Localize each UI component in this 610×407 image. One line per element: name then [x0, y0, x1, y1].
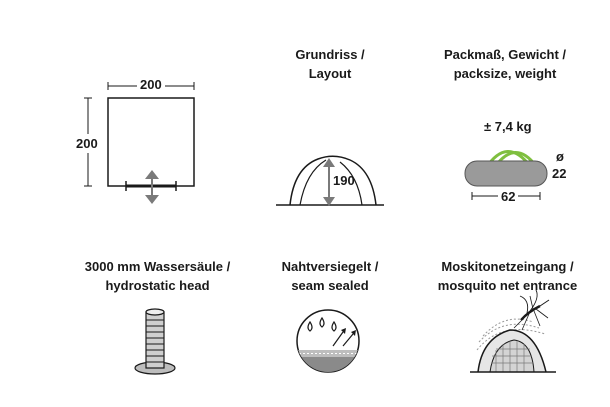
pack-caption-line1: Packmaß, Gewicht / — [443, 47, 567, 62]
layout-caption-line2: Layout — [308, 66, 352, 81]
pack-weight-label: ± 7,4 kg — [484, 119, 532, 134]
tent-height-label: 190 — [333, 173, 355, 188]
pack-caption-line2: packsize, weight — [453, 66, 557, 81]
mosquito-caption-line1: Moskitonetzeingang / — [441, 259, 574, 274]
pack-diameter-label: 22 — [552, 166, 567, 181]
pack-diameter-symbol: ø — [556, 149, 564, 164]
floorplan-depth-label: 200 — [76, 136, 98, 151]
pack-length-label: 62 — [498, 189, 518, 204]
seam-caption-line1: Nahtversiegelt / — [281, 259, 379, 274]
mosquito-caption-line2: mosquito net entrance — [437, 278, 578, 293]
floorplan-width-label: 200 — [137, 77, 165, 92]
hydro-caption-line2: hydrostatic head — [105, 278, 210, 293]
mosquito-net-entrance-icon — [470, 290, 556, 372]
hydro-caption-line1: 3000 mm Wassersäule / — [84, 259, 231, 274]
seam-caption-line2: seam sealed — [291, 278, 369, 293]
layout-caption-line1: Grundriss / — [295, 47, 365, 62]
